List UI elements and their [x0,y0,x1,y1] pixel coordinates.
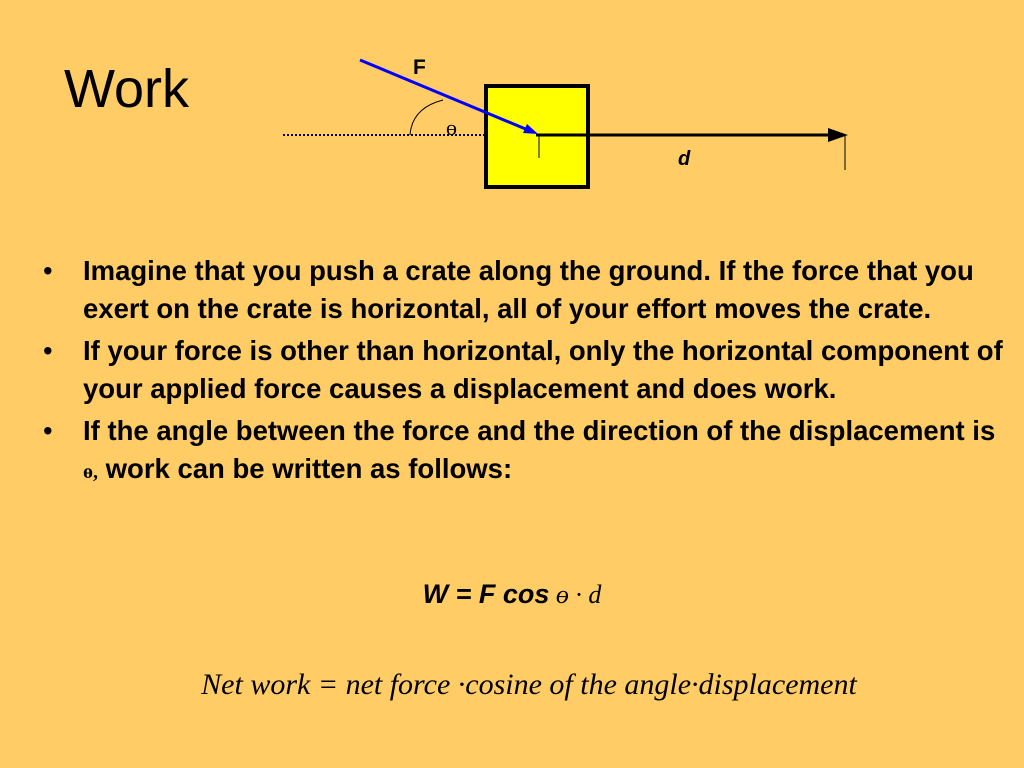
work-formula [0,575,1024,614]
angle-label: ɵ [446,115,457,140]
theta-symbol: ɵ, [83,461,98,483]
bullet-item [40,332,1010,408]
bullet-item [40,252,1010,328]
bullet-text: If your force is other than horizontal, only the horizontal component of your applied force causes a displacement and does work. [83,335,1003,404]
bullet-dot: • [43,255,53,286]
bullet-text-before: If the angle between the force and the direction of the displacement is [83,415,996,446]
angle-arc [410,100,443,135]
force-label: F [413,56,426,79]
net-work-statement: Net work = net force ·cosine of the angle·displacement [201,668,857,701]
bullet-item [40,412,1010,491]
bullet-list [40,252,1010,495]
bullet-dot: • [43,415,53,446]
bullet-dot: • [43,335,53,366]
formula-rest: ɵ · d [549,580,602,609]
formula-main: W = F cos [422,579,550,609]
slide-title: Work [64,59,190,119]
displacement-label: d [678,148,691,170]
bullet-text: Imagine that you push a crate along the ground. If the force that you exert on the crate is horizontal, all of your effort moves the crate. [83,255,974,324]
work-diagram [0,0,1024,230]
bullet-text-after: work can be written as follows: [98,453,513,484]
